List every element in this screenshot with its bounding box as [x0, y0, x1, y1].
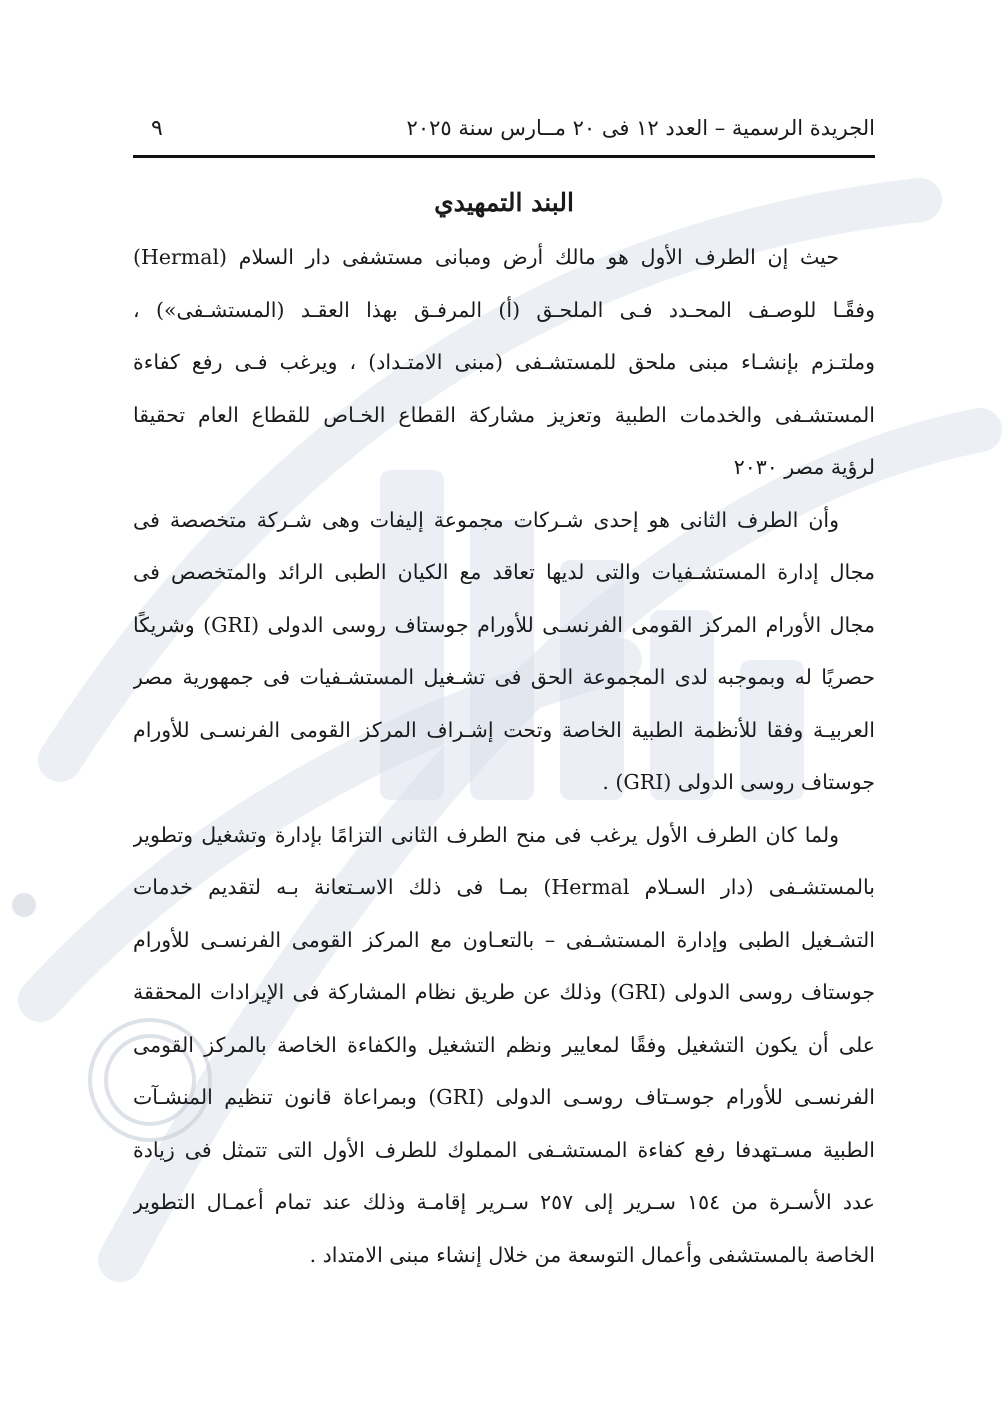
text-line: مجال الأورام المركز القومى الفرنسـى للأورام جوستاف روسى الدولى (GRI) وشريكًا: [133, 612, 875, 637]
header-divider: [133, 155, 875, 158]
text-line: مجال إدارة المستشـفيات والتى لديها تعاقد مع الكيان الطبى الرائد والمتخصص فى: [133, 560, 875, 584]
text-line: الطبية مسـتهدفا رفع كفاءة المستشـفى المملوك للطرف الأول التى تتمثل فى زيادة: [133, 1137, 875, 1162]
text-line: حيث إن الطرف الأول هو مالك أرض ومبانى مستشفى دار السلام (Hermal): [133, 245, 839, 269]
text-line: ولما كان الطرف الأول يرغب فى منح الطرف الثانى التزامًا بإدارة وتشغيل وتطوير: [133, 822, 839, 847]
text-line: وملتـزم بإنشـاء مبنى ملحق للمستشـفى (مبنى الامتـداد) ، ويرغب فـى رفع كفاءة: [133, 350, 875, 374]
header-title: الجريدة الرسمية – العدد ١٢ فى ٢٠ مــارس سنة ٢٠٢٥: [406, 116, 875, 140]
paragraph-1: [133, 236, 875, 499]
text-line: عدد الأسـرة من ١٥٤ سـرير إلى ٢٥٧ سـرير إقامـة وذلك عند تمام أعمـال التطوير: [133, 1190, 875, 1214]
text-line: التشـغيل الطبى وإدارة المستشـفى – بالتعـاون مع المركز القومى الفرنسـى للأورام: [133, 927, 875, 952]
text-line: وأن الطرف الثانى هو إحدى شـركات مجموعة إليفات وهى شـركة متخصصة فى: [133, 507, 839, 532]
paragraph-2: [133, 499, 875, 814]
text-line: حصريًا له وبموجبه لدى المجموعة الحق فى تشـغيل المستشـفيات فى جمهورية مصر: [133, 665, 875, 689]
text-line: على أن يكون التشغيل وفقًا لمعايير ونظم التشغيل والكفاءة الخاصة بالمركز القومى: [133, 1032, 875, 1057]
text-line: جوستاف روسى الدولى (GRI) وذلك عن طريق نظام المشاركة فى الإيرادات المحققة: [133, 980, 875, 1004]
text-line: جوستاف روسى الدولى (GRI) .: [602, 770, 875, 794]
body-text: [133, 236, 875, 1286]
text-line: الفرنسـى للأورام جوسـتاف روسـى الدولى (GRI) وبمراعاة قانون تنظيم المنشـآت: [133, 1085, 875, 1109]
text-line: المستشـفى والخدمات الطبية وتعزيز مشاركة القطاع الخـاص للقطاع العام تحقيقا: [133, 402, 875, 427]
page-header: [133, 112, 875, 148]
text-line: بالمستشـفى (دار السـلام Hermal) بمـا فى ذلك الاسـتعانة بـه لتقديم خدمات: [133, 875, 875, 899]
text-line: العربيـة وفقا للأنظمة الطبية الخاصة وتحت إشـراف المركز القومى الفرنسـى للأورام: [133, 717, 875, 742]
paragraph-3: [133, 814, 875, 1287]
text-line: لرؤية مصر ٢٠٣٠: [733, 455, 875, 479]
text-line: وفقًـا للوصـف المحـدد فـى الملحـق (أ) المرفـق بهذا العقـد (المستشـفى») ،: [133, 297, 875, 322]
page-number: ٩: [151, 116, 163, 141]
section-title: البند التمهيدي: [434, 188, 574, 217]
text-line: الخاصة بالمستشفى وأعمال التوسعة من خلال إنشاء مبنى الامتداد .: [309, 1242, 875, 1267]
